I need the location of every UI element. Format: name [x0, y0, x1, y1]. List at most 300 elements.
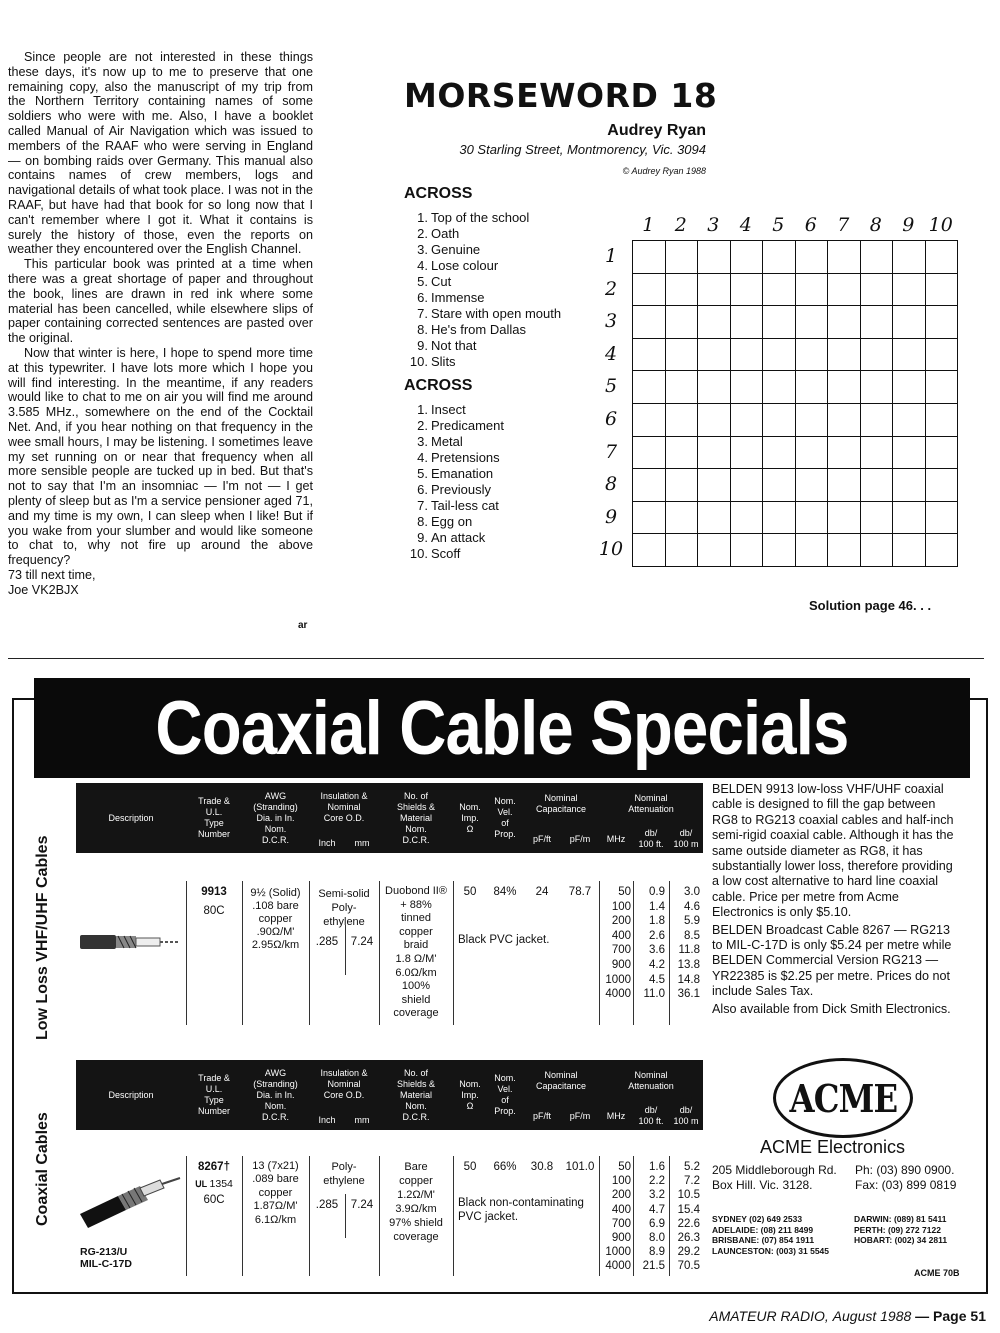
- grid-column-number: 5: [772, 214, 785, 236]
- grid-cell: [861, 534, 894, 567]
- acme-logo-text: ACME: [789, 1075, 897, 1121]
- grid-cell: [698, 371, 731, 404]
- table-cell: 8.9: [649, 1246, 665, 1259]
- grid-row-number: 8: [604, 473, 618, 496]
- header-trade: [186, 1060, 242, 1130]
- grid-cell: [731, 371, 764, 404]
- grid-cell: [796, 437, 829, 470]
- table-cell: 29.2: [677, 1246, 700, 1259]
- header-velocity: [487, 783, 523, 853]
- header-line: Shields &: [396, 801, 436, 812]
- grid-cell: [796, 534, 829, 567]
- header-line: Nominal: [544, 793, 578, 803]
- cable2-ul-value: 1354: [209, 1178, 233, 1190]
- belden-paragraph: BELDEN 9913 low-loss VHF/UHF coaxial cable is designed to fill the gap between RG8 to RG213 coaxial cables and half-inch semi-rigid coaxial cable. Although it has the same outside diameter as RG8, it has substantially lower loss, therefore providing a low cost alternative to hard line coaxial cable. Price per metre from Acme Electronics is only $5.10.: [712, 782, 954, 920]
- branch-phone: HOBART: (002) 34 2811: [854, 1235, 948, 1245]
- grid-cell: [828, 502, 861, 535]
- cell-line: 1.2Ω/M': [397, 1189, 435, 1201]
- header-line: Ω: [466, 1100, 474, 1111]
- table-cell: 3.2: [649, 1189, 665, 1202]
- header-line: D.C.R.: [402, 1111, 430, 1122]
- grid-cell: [893, 502, 926, 535]
- grid-cell: [926, 469, 959, 502]
- cell-line: 97% shield: [389, 1217, 443, 1229]
- grid-cell: [763, 306, 796, 339]
- header-line: Insulation &: [320, 790, 368, 801]
- header-line: Nom.: [264, 823, 287, 834]
- clue-number: 1.: [417, 210, 428, 225]
- grid-cell: [633, 274, 666, 307]
- grid-cell: [731, 502, 764, 535]
- branch-row: [712, 1225, 947, 1236]
- article-paragraph: This particular book was printed at a time when there was a great shortage of paper and throughout the book, lines are drawn in red ink where some material has been cancelled, while elsewhere slips of paper containing corrected sentences are pasted over the original.: [8, 257, 313, 346]
- table-cell: 100: [611, 900, 631, 913]
- cell-line: Poly-: [331, 1161, 357, 1173]
- grid-cell: [698, 534, 731, 567]
- table-cell: 0.9: [649, 886, 665, 898]
- footer-magazine: AMATEUR RADIO,: [709, 1308, 829, 1324]
- table-cell: 14.8: [677, 973, 700, 986]
- grid-cell: [861, 339, 894, 372]
- grid-cell: [698, 339, 731, 372]
- cable2-pfm: 101.0: [565, 1161, 595, 1173]
- table-cell: 1.6: [649, 1161, 665, 1173]
- cable2-trade-type: 60C: [203, 1194, 225, 1206]
- header-line: Number: [197, 829, 230, 839]
- grid-cell: [796, 371, 829, 404]
- grid-cell: [763, 404, 796, 437]
- clue-text: Cut: [431, 274, 452, 289]
- grid-cell: [893, 404, 926, 437]
- clue-list-2: [404, 402, 604, 562]
- header-line: Material: [399, 1089, 432, 1100]
- grid-cell: [861, 502, 894, 535]
- grid-cell: [698, 469, 731, 502]
- grid-row-number: 2: [604, 277, 618, 300]
- header-line: Nominal: [544, 1070, 578, 1080]
- grid-cell: [828, 437, 861, 470]
- table-cell: 4.2: [649, 958, 665, 971]
- table-cell: 400: [611, 929, 631, 942]
- grid-cell: [666, 274, 699, 307]
- grid-cell: [926, 306, 959, 339]
- table-cell: 11.0: [643, 988, 665, 1001]
- grid-cell: [926, 241, 959, 274]
- table-cell: 100: [611, 1175, 631, 1188]
- clue-number: 3.: [417, 242, 428, 257]
- grid-cell: [926, 274, 959, 307]
- grid-row-number: 3: [604, 310, 618, 333]
- header-line: U.L.: [205, 807, 223, 817]
- grid-cell: [893, 306, 926, 339]
- cell-line: copper: [258, 1186, 293, 1199]
- table-cell: 4000: [605, 988, 631, 1001]
- grid-cell: [731, 339, 764, 372]
- grid-cell: [926, 534, 959, 567]
- clue-number: 1.: [417, 402, 428, 417]
- cable-8267-image: [78, 1176, 184, 1236]
- header-line: Number: [197, 1106, 230, 1116]
- branch-phone: LAUNCESTON: (003) 31 5545: [712, 1245, 829, 1256]
- table-cell: 8.0: [649, 1232, 665, 1245]
- grid-cell: [796, 404, 829, 437]
- header-line: (Stranding): [253, 1078, 298, 1089]
- clue-number: 10.: [409, 354, 428, 369]
- grid-cell: [796, 339, 829, 372]
- puzzle-grid: [632, 240, 958, 567]
- grid-row-number: 6: [604, 407, 618, 430]
- grid-cell: [731, 469, 764, 502]
- grid-row-number: 1: [604, 245, 618, 267]
- grid-cell: [731, 274, 764, 307]
- grid-cell: [828, 371, 861, 404]
- cable2-spec-label: [80, 1246, 132, 1270]
- clues-heading-2: ACROSS: [404, 377, 473, 394]
- grid-cell: [763, 274, 796, 307]
- grid-cell: [633, 306, 666, 339]
- cable1-impedance: 50: [463, 886, 477, 898]
- grid-cell: [926, 437, 959, 470]
- header-line: Nom.: [405, 1100, 427, 1111]
- header-line: Nom.: [264, 1100, 287, 1111]
- clue-text: Slits: [431, 354, 456, 369]
- cell-line: coverage: [393, 1007, 439, 1020]
- header-line: Nominal: [327, 801, 361, 812]
- header-impedance: [453, 783, 487, 853]
- table-cell: 900: [611, 958, 631, 971]
- grid-cell: [861, 404, 894, 437]
- grid-column-number: 1: [642, 214, 655, 236]
- table-cell: 2.2: [649, 1175, 665, 1188]
- clue-item: [404, 450, 604, 466]
- header-line: db/: [644, 1105, 658, 1115]
- branch-phone: BRISBANE: (07) 854 1911: [712, 1235, 815, 1245]
- grid-cell: [731, 404, 764, 437]
- header-mm: mm: [354, 1114, 370, 1125]
- grid-cell: [698, 306, 731, 339]
- cable2-inch: .285: [315, 1199, 339, 1211]
- cell-line: 9½ (Solid): [250, 887, 301, 899]
- header-trade: [186, 783, 242, 853]
- table-cell: 22.6: [677, 1217, 700, 1230]
- cable1-pfm: 78.7: [568, 886, 592, 898]
- clue-number: 4.: [417, 258, 428, 273]
- grid-cell: [633, 339, 666, 372]
- header-attenuation: [599, 1060, 703, 1102]
- grid-row-number: 7: [604, 440, 618, 463]
- article-paragraph: Since people are not interested in these things these days, it's now up to me to preserve that one remaining copy, also the manuscript of my trip from the Northern Territory containing names of some soldiers who were with me. Also, I have a booklet called Manual of Air Navigation which was issued to members of the RAAF who were serving in England — on bombing raids over Germany. This manual also contains names of crew members, logs and navigational details of what took place. I was not in the RAAF, but have had that book for so long now that I can't remember where I got it. What it contains is surely the history of those, even the reports on weather they encountered over the English Channel.: [8, 50, 313, 257]
- grid-column-number: 7: [837, 214, 850, 236]
- grid-cell: [763, 469, 796, 502]
- header-line: db/: [679, 1105, 693, 1115]
- header-description: Description: [108, 1089, 154, 1100]
- table-cell: 3.6: [649, 944, 665, 957]
- table-cell: 4.5: [649, 973, 665, 986]
- grid-cell: [926, 404, 959, 437]
- grid-cell: [731, 437, 764, 470]
- header-capacitance: [523, 1060, 599, 1102]
- cell-line: ethylene: [323, 1175, 365, 1187]
- grid-cell: [633, 534, 666, 567]
- cell-line: 6.1Ω/km: [254, 1213, 297, 1226]
- header-line: Nominal: [327, 1078, 361, 1089]
- grid-cell: [861, 469, 894, 502]
- header-pfm: pF/m: [569, 1110, 591, 1121]
- acme-fax: Fax: (03) 899 0819: [855, 1178, 957, 1192]
- acme-address: [712, 1163, 837, 1193]
- header-line: Attenuation: [628, 804, 674, 814]
- table-cell: 4.7: [649, 1203, 665, 1216]
- clue-number: 5.: [417, 274, 428, 289]
- table-cell: 900: [611, 1232, 631, 1245]
- header-line: Capacitance: [535, 1081, 587, 1091]
- header-line: 100 ft.: [638, 1116, 664, 1126]
- header-inch: Inch: [318, 837, 336, 848]
- belden-paragraph: BELDEN Broadcast Cable 8267 — RG213 to MIL-C-17D is only $5.24 per metre while BELDEN Commercial Version RG213 — YR22385 is $2.25 per metre. Prices do not include Sales Tax.: [712, 922, 952, 999]
- header-mhz: MHz: [606, 833, 626, 844]
- grid-cell: [796, 469, 829, 502]
- table-cell: 8.5: [684, 929, 700, 942]
- grid-cell: [731, 534, 764, 567]
- cell-line: tinned: [401, 912, 431, 925]
- grid-cell: [828, 306, 861, 339]
- grid-cell: [828, 469, 861, 502]
- grid-cell: [731, 241, 764, 274]
- clue-text: Immense: [431, 290, 485, 305]
- grid-cell: [698, 274, 731, 307]
- header-line: Core O.D.: [323, 812, 365, 823]
- header-line: of: [501, 1095, 509, 1105]
- table-cell: 1.4: [649, 900, 665, 913]
- clue-item: [404, 290, 604, 306]
- puzzle-copyright: © Audrey Ryan 1988: [622, 166, 706, 176]
- article-signoff: 73 till next time,: [8, 567, 96, 582]
- table-cell: 1000: [605, 1246, 631, 1259]
- table-cell: 15.4: [677, 1203, 700, 1216]
- table-cell: 7.2: [684, 1175, 700, 1188]
- header-line: No. of: [403, 790, 428, 801]
- cell-line: 13 (7x21): [252, 1160, 299, 1172]
- header-velocity: [487, 1060, 523, 1130]
- belden-paragraph: Also available from Dick Smith Electronics.: [712, 1001, 951, 1016]
- cell-line: Black non-contaminating: [458, 1197, 584, 1209]
- grid-cell: [666, 404, 699, 437]
- table-cell: 5.2: [684, 1161, 700, 1173]
- cell-line: 3.9Ω/km: [395, 1203, 437, 1215]
- header-mhz: MHz: [606, 1110, 626, 1121]
- cell-line: 1.8 Ω/M': [395, 952, 437, 965]
- grid-cell: [763, 371, 796, 404]
- grid-cell: [763, 534, 796, 567]
- clue-item: [404, 306, 604, 322]
- cell-line: Poly-: [331, 902, 357, 914]
- acme-contact: [855, 1163, 956, 1193]
- clue-item: [404, 434, 604, 450]
- section-divider: [8, 658, 984, 659]
- header-line: (Stranding): [253, 801, 298, 812]
- header-pfft: pF/ft: [532, 833, 551, 844]
- header-shields: [379, 783, 453, 853]
- grid-cell: [861, 437, 894, 470]
- grid-cell: [666, 371, 699, 404]
- grid-column-numbers: [632, 214, 957, 236]
- clue-number: 6.: [417, 290, 428, 305]
- table-cell: 13.8: [677, 958, 700, 971]
- clue-number: 3.: [417, 434, 428, 449]
- grid-column-number: 9: [902, 214, 915, 236]
- section-label-coaxial: Coaxial Cables: [34, 1112, 51, 1226]
- cell-line: Duobond II®: [385, 885, 447, 897]
- clue-number: 4.: [417, 450, 428, 465]
- clue-number: 2.: [417, 418, 428, 433]
- grid-cell: [828, 241, 861, 274]
- grid-cell: [926, 371, 959, 404]
- header-line: Material: [399, 812, 432, 823]
- branch-row: [712, 1235, 947, 1246]
- ad-code: ACME 70B: [914, 1268, 960, 1278]
- puzzle-author: Audrey Ryan: [607, 122, 706, 139]
- cell-line: shield: [401, 993, 431, 1006]
- grid-cell: [796, 241, 829, 274]
- cell-line: PVC jacket.: [458, 1211, 519, 1223]
- header-line: Prop.: [494, 829, 516, 839]
- grid-cell: [763, 437, 796, 470]
- clue-item: [404, 338, 604, 354]
- grid-cell: [731, 306, 764, 339]
- header-line: Core O.D.: [323, 1089, 365, 1100]
- grid-row-numbers: [596, 240, 626, 566]
- table2-body: [76, 1130, 703, 1276]
- clue-text: Pretensions: [431, 450, 500, 465]
- clue-list-1: [404, 210, 604, 370]
- grid-cell: [893, 371, 926, 404]
- acme-logo: [773, 1058, 913, 1138]
- puzzle-address: 30 Starling Street, Montmorency, Vic. 3094: [459, 142, 706, 157]
- ad-banner: [34, 678, 970, 778]
- header-line: D.C.R.: [402, 834, 430, 845]
- header-line: 100 ft.: [638, 839, 664, 849]
- clue-item: [404, 258, 604, 274]
- grid-cell: [893, 437, 926, 470]
- acme-company-name: ACME Electronics: [760, 1137, 906, 1157]
- header-line: Dia. in In.: [256, 812, 295, 823]
- cell-line: Bare: [404, 1161, 428, 1173]
- branch-phone: ADELAIDE: (08) 211 8499: [712, 1224, 814, 1235]
- cell-line: 100%: [401, 980, 431, 993]
- header-line: D.C.R.: [262, 834, 289, 845]
- clue-item: [404, 418, 604, 434]
- header-line: of: [501, 818, 509, 828]
- clue-number: 8.: [417, 322, 428, 337]
- cable2-trade-number: 8267†: [198, 1161, 230, 1173]
- header-shields: [379, 1060, 453, 1130]
- header-insulation: [309, 1060, 379, 1108]
- clue-number: 10.: [409, 546, 428, 561]
- grid-cell: [763, 339, 796, 372]
- header-line: Nom.: [459, 1078, 481, 1089]
- grid-cell: [828, 274, 861, 307]
- grid-row-number: 10: [598, 538, 624, 561]
- grid-column-number: 3: [707, 214, 720, 236]
- grid-cell: [633, 469, 666, 502]
- header-mm: mm: [354, 837, 370, 848]
- cable2-velocity: 66%: [493, 1161, 517, 1173]
- page-footer: [709, 1308, 986, 1324]
- cable2-db-m-column: [669, 1160, 700, 1274]
- cell-line: + 88%: [400, 898, 432, 911]
- cable1-mhz-column: [599, 885, 631, 1002]
- header-capacitance: [523, 783, 599, 825]
- grid-cell: [828, 534, 861, 567]
- header-line: Capacitance: [535, 804, 587, 814]
- table-cell: 200: [611, 915, 631, 928]
- header-db-100m: [669, 825, 703, 853]
- footer-page: — Page 51: [915, 1308, 986, 1324]
- table-cell: 2.6: [649, 929, 665, 942]
- cell-line: .089 bare: [252, 1173, 299, 1186]
- header-line: Trade &: [198, 1073, 230, 1083]
- cable2-insulation: [309, 1160, 379, 1188]
- header-line: Shields &: [396, 1078, 436, 1089]
- clue-text: Metal: [431, 434, 463, 449]
- ad-banner-text: Coaxial Cable Specials: [155, 685, 849, 771]
- cable1-awg: [242, 887, 309, 952]
- grid-cell: [926, 339, 959, 372]
- cable1-trade-type: 80C: [203, 905, 225, 917]
- grid-cell: [828, 404, 861, 437]
- header-line: Nom.: [494, 796, 516, 806]
- grid-cell: [796, 502, 829, 535]
- grid-cell: [633, 404, 666, 437]
- grid-cell: [698, 241, 731, 274]
- header-line: db/: [679, 828, 693, 838]
- table-cell: 10.5: [677, 1189, 700, 1202]
- header-line: Vel.: [497, 807, 513, 817]
- header-awg: [242, 1060, 309, 1130]
- cell-line: copper: [399, 925, 433, 938]
- grid-column-number: 10: [928, 214, 953, 236]
- grid-cell: [893, 469, 926, 502]
- clue-item: [404, 498, 604, 514]
- clue-item: [404, 354, 604, 370]
- table-cell: 70.5: [677, 1260, 700, 1273]
- header-line: U.L.: [205, 1084, 223, 1094]
- clue-text: Not that: [431, 338, 477, 353]
- cell-line: 6.0Ω/km: [395, 966, 437, 979]
- clue-number: 2.: [417, 226, 428, 241]
- cable1-db-m-column: [669, 885, 700, 1002]
- grid-row-number: 4: [604, 342, 618, 365]
- address-line: 205 Middleborough Rd.: [712, 1163, 837, 1177]
- grid-cell: [796, 306, 829, 339]
- cable1-mm: 7.24: [350, 936, 374, 948]
- branch-phone: SYDNEY (02) 649 2533: [712, 1214, 803, 1224]
- cell-line: .90Ω/M': [256, 926, 295, 938]
- header-pfft: pF/ft: [532, 1110, 551, 1121]
- grid-cell: [698, 404, 731, 437]
- table-cell: 200: [611, 1189, 631, 1202]
- grid-row-number: 9: [604, 505, 618, 528]
- clue-number: 6.: [417, 482, 428, 497]
- grid-cell: [633, 241, 666, 274]
- cell-line: .108 bare: [252, 900, 299, 912]
- clue-item: [404, 482, 604, 498]
- table-cell: 26.3: [677, 1232, 700, 1245]
- grid-cell: [828, 339, 861, 372]
- clue-text: Genuine: [431, 242, 481, 257]
- cable2-jacket: [458, 1196, 598, 1224]
- grid-cell: [666, 502, 699, 535]
